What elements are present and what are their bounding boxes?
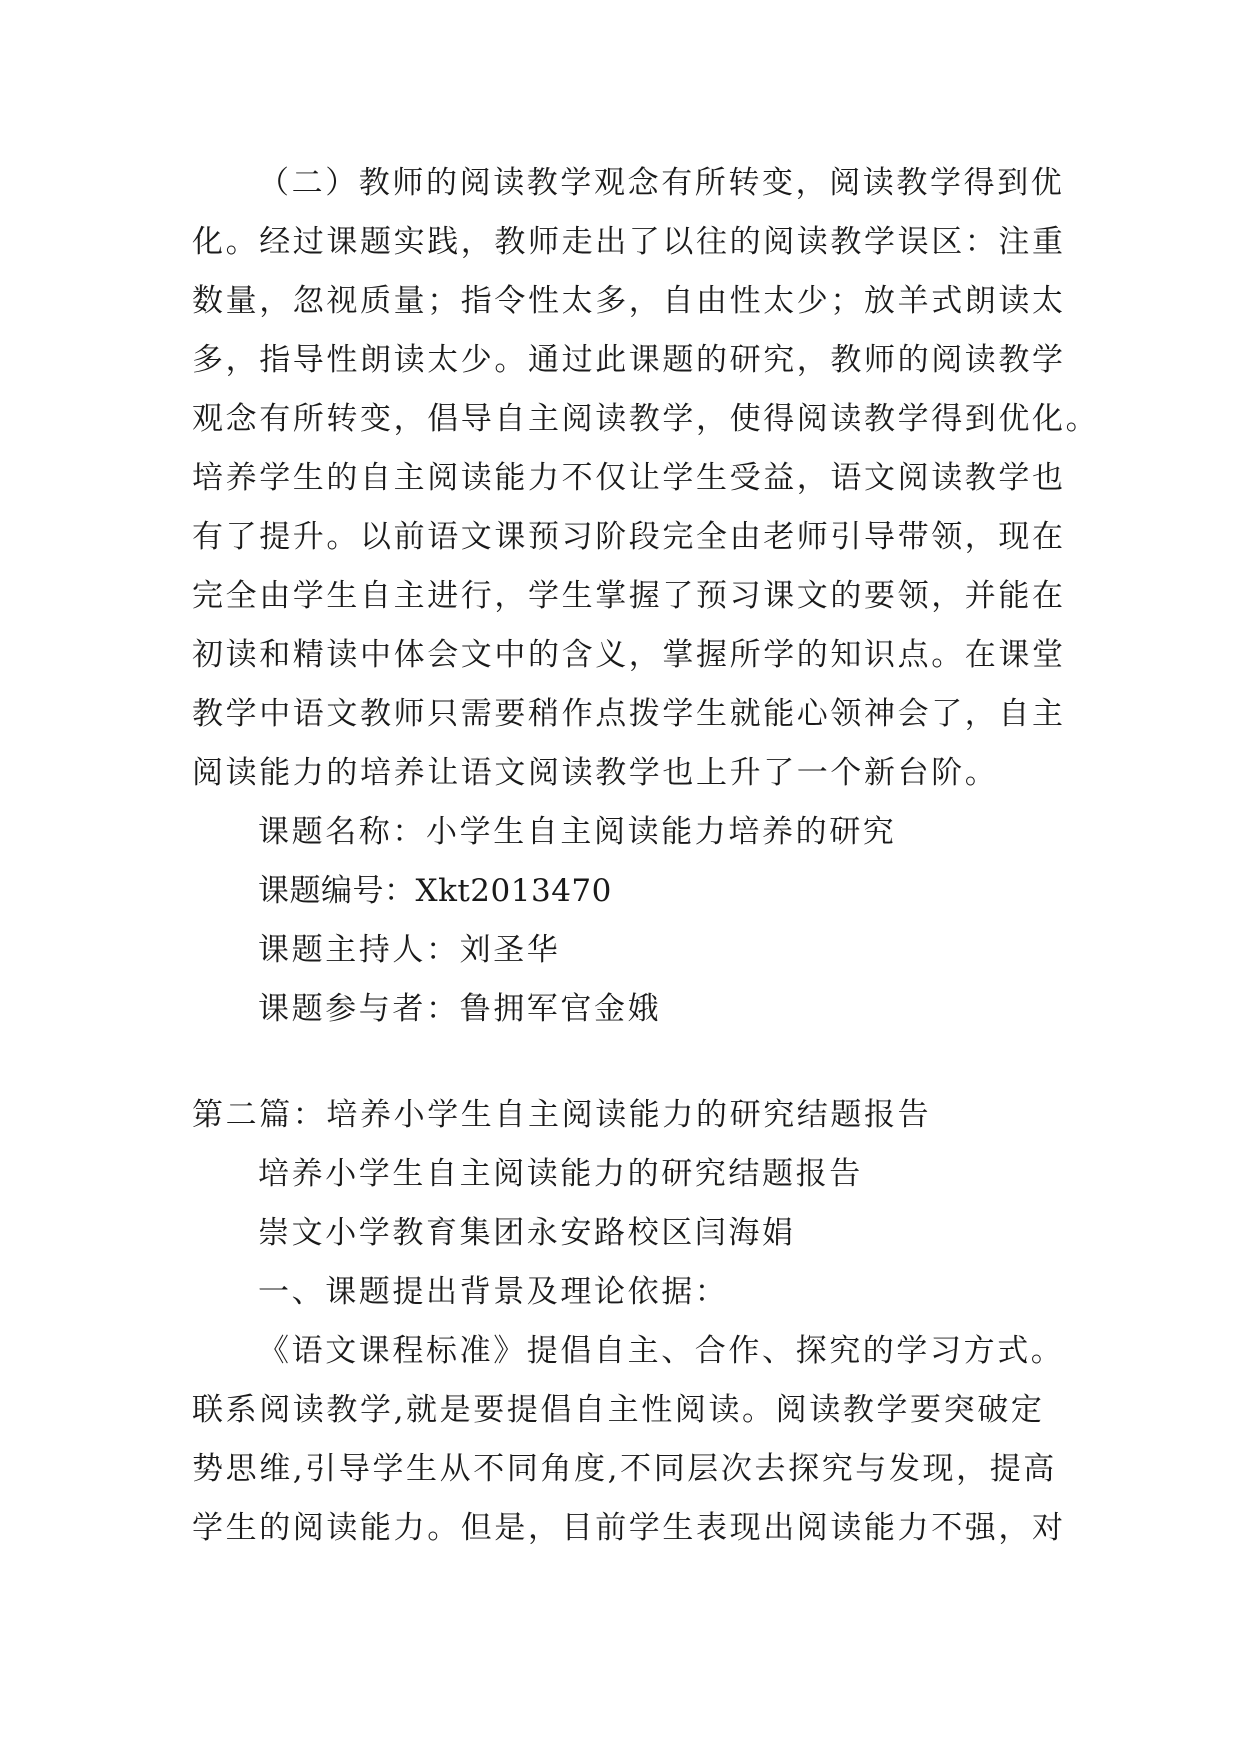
paragraph-line: 势思维,引导学生从不同角度,不同层次去探究与发现，提高 — [192, 1451, 1057, 1487]
project-name: 课题名称：小学生自主阅读能力培养的研究 — [258, 814, 897, 850]
project-participants: 课题参与者：鲁拥军官金娥 — [258, 991, 662, 1027]
paragraph-line: 数量，忽视质量；指令性太多，自由性太少；放羊式朗读太 — [192, 283, 1066, 319]
paragraph-line: 联系阅读教学,就是要提倡自主性阅读。阅读教学要突破定 — [192, 1392, 1045, 1428]
paragraph-line: 有了提升。以前语文课预习阶段完全由老师引导带领，现在 — [192, 519, 1066, 555]
paragraph-line: 阅读能力的培养让语文阅读教学也上升了一个新台阶。 — [192, 755, 999, 791]
article-author: 崇文小学教育集团永安路校区闫海娟 — [258, 1215, 796, 1251]
paragraph-line: （二）教师的阅读教学观念有所转变，阅读教学得到优 — [258, 165, 1065, 201]
paragraph-line: 《语文课程标准》提倡自主、合作、探究的学习方式。 — [258, 1333, 1065, 1369]
project-number: 课题编号：Xkt2013470 — [258, 873, 612, 909]
project-host: 课题主持人：刘圣华 — [258, 932, 561, 968]
paragraph-line: 观念有所转变，倡导自主阅读教学，使得阅读教学得到优化。 — [192, 401, 1100, 437]
paragraph-line: 初读和精读中体会文中的含义，掌握所学的知识点。在课堂 — [192, 637, 1066, 673]
paragraph-line: 多，指导性朗读太少。通过此课题的研究，教师的阅读教学 — [192, 342, 1066, 378]
article-title: 培养小学生自主阅读能力的研究结题报告 — [258, 1156, 863, 1192]
section-heading: 一、课题提出背景及理论依据： — [258, 1274, 729, 1310]
paragraph-line: 教学中语文教师只需要稍作点拨学生就能心领神会了，自主 — [192, 696, 1066, 732]
paragraph-line: 化。经过课题实践，教师走出了以往的阅读教学误区：注重 — [192, 224, 1066, 260]
article-heading: 第二篇：培养小学生自主阅读能力的研究结题报告 — [192, 1097, 932, 1133]
paragraph-line: 培养学生的自主阅读能力不仅让学生受益，语文阅读教学也 — [192, 460, 1066, 496]
paragraph-line: 完全由学生自主进行，学生掌握了预习课文的要领，并能在 — [192, 578, 1066, 614]
paragraph-line: 学生的阅读能力。但是，目前学生表现出阅读能力不强，对 — [192, 1510, 1066, 1546]
